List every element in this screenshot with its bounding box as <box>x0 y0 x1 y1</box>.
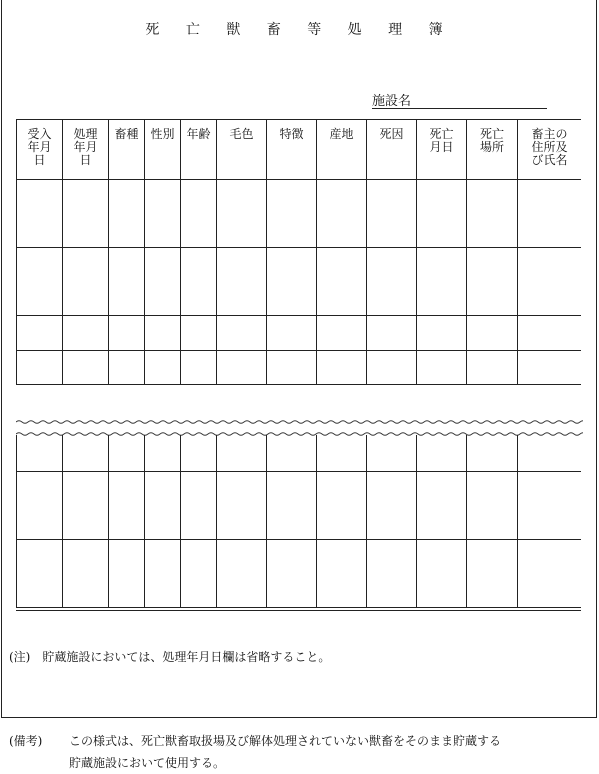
table-row <box>17 471 582 539</box>
remark-line-1: この様式は、死亡獣畜取扱場及び解体処理されていない獣畜をそのまま貯蔵する <box>69 734 502 748</box>
facility-name-label: 施設名 <box>372 94 412 109</box>
column-header: 畜種 <box>109 120 145 180</box>
column-header: 死因 <box>367 120 417 180</box>
remark-label: (備考) <box>9 734 43 748</box>
table-row <box>17 316 582 351</box>
table-row <box>17 351 582 385</box>
column-header: 性別 <box>145 120 181 180</box>
table-row <box>17 539 582 607</box>
header-row <box>17 120 582 180</box>
remark-line-2: 貯蔵施設において使用する。 <box>69 756 226 770</box>
column-header: 畜主の 住所及 び氏名 <box>518 120 582 180</box>
register-table-bottom <box>16 435 581 611</box>
facility-name-field[interactable] <box>372 90 547 109</box>
column-header: 処理 年月 日 <box>63 120 109 180</box>
column-header: 死亡 場所 <box>467 120 518 180</box>
table-row <box>17 435 582 471</box>
register-table-top <box>16 119 581 421</box>
note-text: (注) 貯蔵施設においては、処理年月日欄は省略すること。 <box>9 650 331 664</box>
table-row <box>17 180 582 248</box>
column-header: 受入 年月 日 <box>17 120 63 180</box>
column-header: 毛色 <box>217 120 267 180</box>
page-title: 死 亡 獣 畜 等 処 理 簿 <box>145 22 454 38</box>
column-header: 産地 <box>317 120 367 180</box>
column-header: 特徴 <box>267 120 317 180</box>
column-header: 年齢 <box>181 120 217 180</box>
column-header: 死亡 月日 <box>417 120 467 180</box>
table-row <box>17 248 582 316</box>
remark-block <box>9 730 594 774</box>
